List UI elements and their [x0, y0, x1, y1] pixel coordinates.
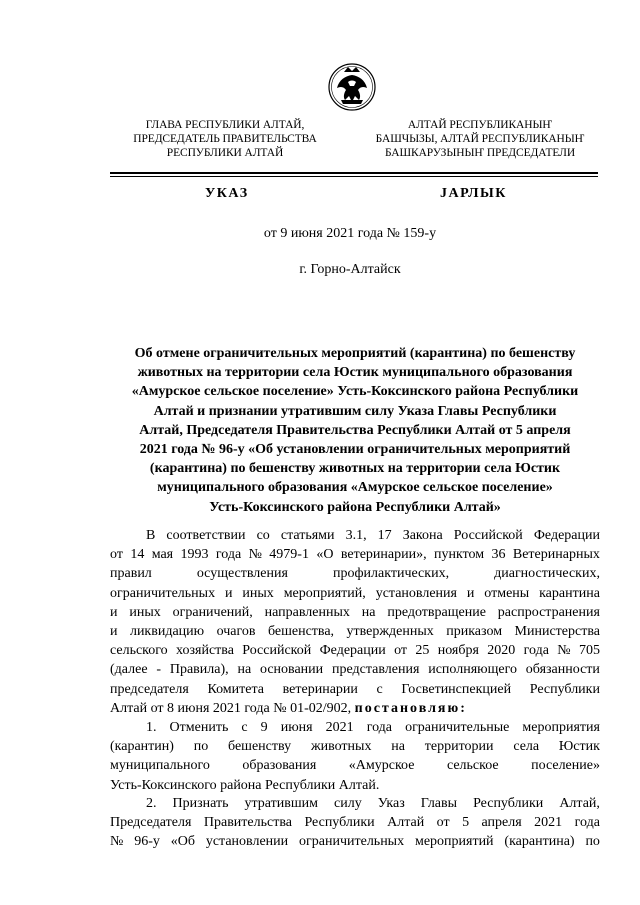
word: Алтай: [387, 815, 425, 831]
paragraph-line: [110, 737, 600, 756]
word: Республики: [529, 681, 600, 697]
word: на: [361, 604, 376, 620]
word: 2.: [146, 796, 157, 811]
word: года: [215, 547, 242, 563]
word: Республики: [304, 815, 375, 831]
subject-line: животных на территории села Юстик муниципального образования: [137, 365, 573, 381]
word: ограничений,: [172, 604, 253, 620]
word: основании: [259, 662, 324, 678]
word: поселение»: [531, 758, 600, 774]
header-divider-thick: [110, 172, 598, 174]
word: и: [110, 604, 118, 620]
word: Ветеринарных: [512, 547, 600, 563]
word: Правительства: [203, 815, 292, 831]
word: 14: [130, 547, 145, 563]
word: Отменить: [169, 720, 229, 735]
word: ограничительные: [405, 720, 510, 735]
word: Госветинспекцией: [401, 681, 512, 697]
paragraph-line: [110, 564, 600, 583]
word: бешенству: [228, 739, 292, 755]
word: по: [193, 739, 209, 755]
word: Федерации: [533, 528, 600, 543]
word: силу: [334, 796, 362, 811]
word: обязанности: [525, 662, 600, 678]
word: утвержденных: [346, 624, 434, 640]
word: животных: [310, 739, 372, 755]
word: Юстик: [558, 739, 600, 755]
word: года: [574, 815, 600, 831]
issuer-header-line: БАШКАРУЗЫНЫҤ ПРЕДСЕДАТЕЛИ: [384, 147, 576, 159]
word: отмены: [484, 585, 530, 601]
paragraph-line: [110, 622, 600, 641]
word: Правила),: [169, 662, 229, 678]
word: с: [241, 720, 248, 735]
issuer-header-russian: [110, 118, 340, 160]
word: «О: [316, 547, 334, 563]
word: ликвидацию: [129, 624, 205, 640]
word: ограничительных: [299, 834, 405, 850]
word: Признать: [172, 796, 229, 811]
word: утратившим: [244, 796, 319, 811]
word: представления: [331, 662, 420, 678]
word: ветеринарии: [282, 681, 358, 697]
issuer-header-line: АЛТАЙ РЕСПУБЛИКАНЫҤ: [407, 119, 553, 131]
word: мероприятий,: [283, 585, 366, 601]
subject-line: «Амурское сельское поселение» Усть-Коксинского района Республики: [131, 384, 579, 400]
word: Председателя: [110, 815, 192, 831]
word: (карантина): [504, 834, 575, 850]
paragraph-line: [110, 584, 600, 603]
paragraph-line: [110, 699, 600, 718]
word: с: [376, 681, 383, 697]
word: В: [146, 528, 156, 543]
paragraph-line: [110, 680, 600, 699]
word: Комитета: [207, 681, 264, 697]
word: председателя: [110, 681, 189, 697]
word: 5: [462, 815, 470, 831]
word: «Амурское: [348, 758, 415, 774]
word: июня: [280, 720, 313, 735]
word: (далее: [110, 662, 148, 678]
document-title-russian: УКАЗ: [205, 186, 249, 201]
word: 96-у: [134, 834, 160, 850]
word: Федерации: [319, 643, 386, 659]
word: распространения: [497, 604, 600, 620]
paragraph-line: [110, 832, 600, 851]
word: и: [466, 585, 475, 601]
word: года: [366, 720, 393, 735]
word: по: [585, 834, 600, 850]
word: пунктом: [433, 547, 485, 563]
word: Российской: [242, 643, 312, 659]
paragraph-line: [110, 603, 600, 622]
word: №: [248, 547, 262, 563]
word: хозяйства: [176, 643, 234, 659]
word: карантина: [539, 585, 600, 601]
word: Республики: [473, 796, 544, 811]
paragraph-line: [110, 660, 600, 679]
subject-line: 2021 года № 96-у «Об установлении ограничительных мероприятий: [139, 442, 571, 458]
word: и: [224, 585, 233, 601]
paragraph-line: [110, 794, 600, 813]
issuer-header-line: РЕСПУБЛИКИ АЛТАЙ: [166, 147, 284, 159]
word: 9: [260, 720, 268, 735]
word: и: [110, 624, 118, 640]
word: очагов: [216, 624, 256, 640]
word: на: [237, 662, 252, 678]
issuer-header-altai: [355, 118, 605, 160]
paragraph-line: [110, 756, 600, 775]
paragraph-line: [110, 545, 600, 564]
document-subject: [110, 344, 600, 517]
word: бешенства,: [267, 624, 335, 640]
subject-line: муниципального образования «Амурское сельское поселение»: [157, 480, 553, 496]
word: правил: [110, 566, 152, 582]
word: №: [110, 834, 124, 850]
word: ноября: [437, 643, 479, 659]
word: на: [391, 739, 405, 755]
paragraph-line: Усть-Коксинского района Республики Алтай.: [110, 777, 380, 793]
word: образования: [242, 758, 317, 774]
clause-2-paragraph: [110, 794, 600, 852]
issuer-header-line: БАШЧЫЗЫ, АЛТАЙ РЕСПУБЛИКАНЫҤ: [375, 133, 585, 145]
word: Российской: [453, 528, 523, 543]
preamble-paragraph: [110, 526, 600, 718]
paragraph-line: [110, 813, 600, 832]
word: соответствии: [166, 528, 246, 543]
paragraph-line: [110, 641, 600, 660]
word: Алтай,: [559, 796, 600, 811]
word: (карантин): [110, 739, 174, 755]
word: муниципального: [110, 758, 210, 774]
word: от: [110, 547, 123, 563]
paragraph-line-text: Алтай от 8 июня 2021 года № 01-02/902,: [110, 700, 352, 716]
word: 3.1,: [345, 528, 367, 543]
word: -: [156, 662, 162, 678]
word: направленных: [264, 604, 350, 620]
clause-1-paragraph: [110, 718, 600, 795]
issuer-header-line: ГЛАВА РЕСПУБЛИКИ АЛТАЙ,: [145, 119, 305, 131]
word: установлении: [205, 834, 289, 850]
paragraph-line: [110, 526, 600, 545]
document-title-altai: ЈАРЛЫК: [440, 186, 507, 201]
subject-line: (карантина) по бешенству животных на территории села Юстик: [149, 461, 561, 477]
decree-keyword: постановляю:: [354, 700, 467, 716]
word: профилактических,: [332, 566, 450, 582]
word: 1993: [180, 547, 209, 563]
word: ограничительных: [110, 585, 216, 601]
coat-of-arms-emblem: [327, 60, 377, 114]
word: от: [394, 643, 408, 659]
word: года: [523, 643, 549, 659]
word: 4979-1: [269, 547, 309, 563]
word: мая: [151, 547, 174, 563]
word: №: [557, 643, 571, 659]
word: 2020: [487, 643, 516, 659]
subject-line: Об отмене ограничительных мероприятий (карантина) по бешенству: [134, 346, 576, 361]
subject-line: Алтай, Председателя Правительства Республики Алтай от 5 апреля: [139, 422, 571, 438]
word: 17: [377, 528, 392, 543]
word: села: [513, 739, 540, 755]
word: мероприятий: [414, 834, 494, 850]
word: установления: [375, 585, 457, 601]
header-divider-thin: [110, 176, 598, 177]
word: иных: [242, 585, 274, 601]
word: сельского: [110, 643, 168, 659]
word: осуществления: [196, 566, 288, 582]
word: диагностических,: [494, 566, 600, 582]
word: исполняющего: [428, 662, 517, 678]
paragraph-line: [110, 718, 600, 737]
word: приказом: [446, 624, 503, 640]
word: иных: [129, 604, 161, 620]
word: предотвращение: [387, 604, 486, 620]
subject-line: Усть-Коксинского района Республики Алтай»: [209, 499, 501, 515]
subject-line: Алтай и признании утратившим силу Указа Главы Республики: [153, 403, 557, 419]
word: сельское: [446, 758, 499, 774]
issuer-header-line: ПРЕДСЕДАТЕЛЬ ПРАВИТЕЛЬСТВА: [133, 133, 317, 145]
word: 1.: [146, 720, 157, 735]
word: мероприятия: [522, 720, 600, 735]
word: 705: [579, 643, 600, 659]
word: статьями: [280, 528, 335, 543]
word: 2021: [534, 815, 563, 831]
word: ветеринарии»,: [340, 547, 427, 563]
word: Главы: [420, 796, 458, 811]
document-city: г. Горно-Алтайск: [299, 262, 401, 277]
word: 2021: [325, 720, 354, 735]
word: Закона: [402, 528, 443, 543]
word: 25: [415, 643, 430, 659]
word: Указ: [377, 796, 405, 811]
word: 36: [491, 547, 506, 563]
document-date-number: от 9 июня 2021 года № 159-у: [263, 226, 437, 241]
word: от: [436, 815, 450, 831]
word: территории: [424, 739, 494, 755]
word: апреля: [481, 815, 522, 831]
word: «Об: [170, 834, 195, 850]
word: со: [256, 528, 270, 543]
word: Министерства: [514, 624, 600, 640]
